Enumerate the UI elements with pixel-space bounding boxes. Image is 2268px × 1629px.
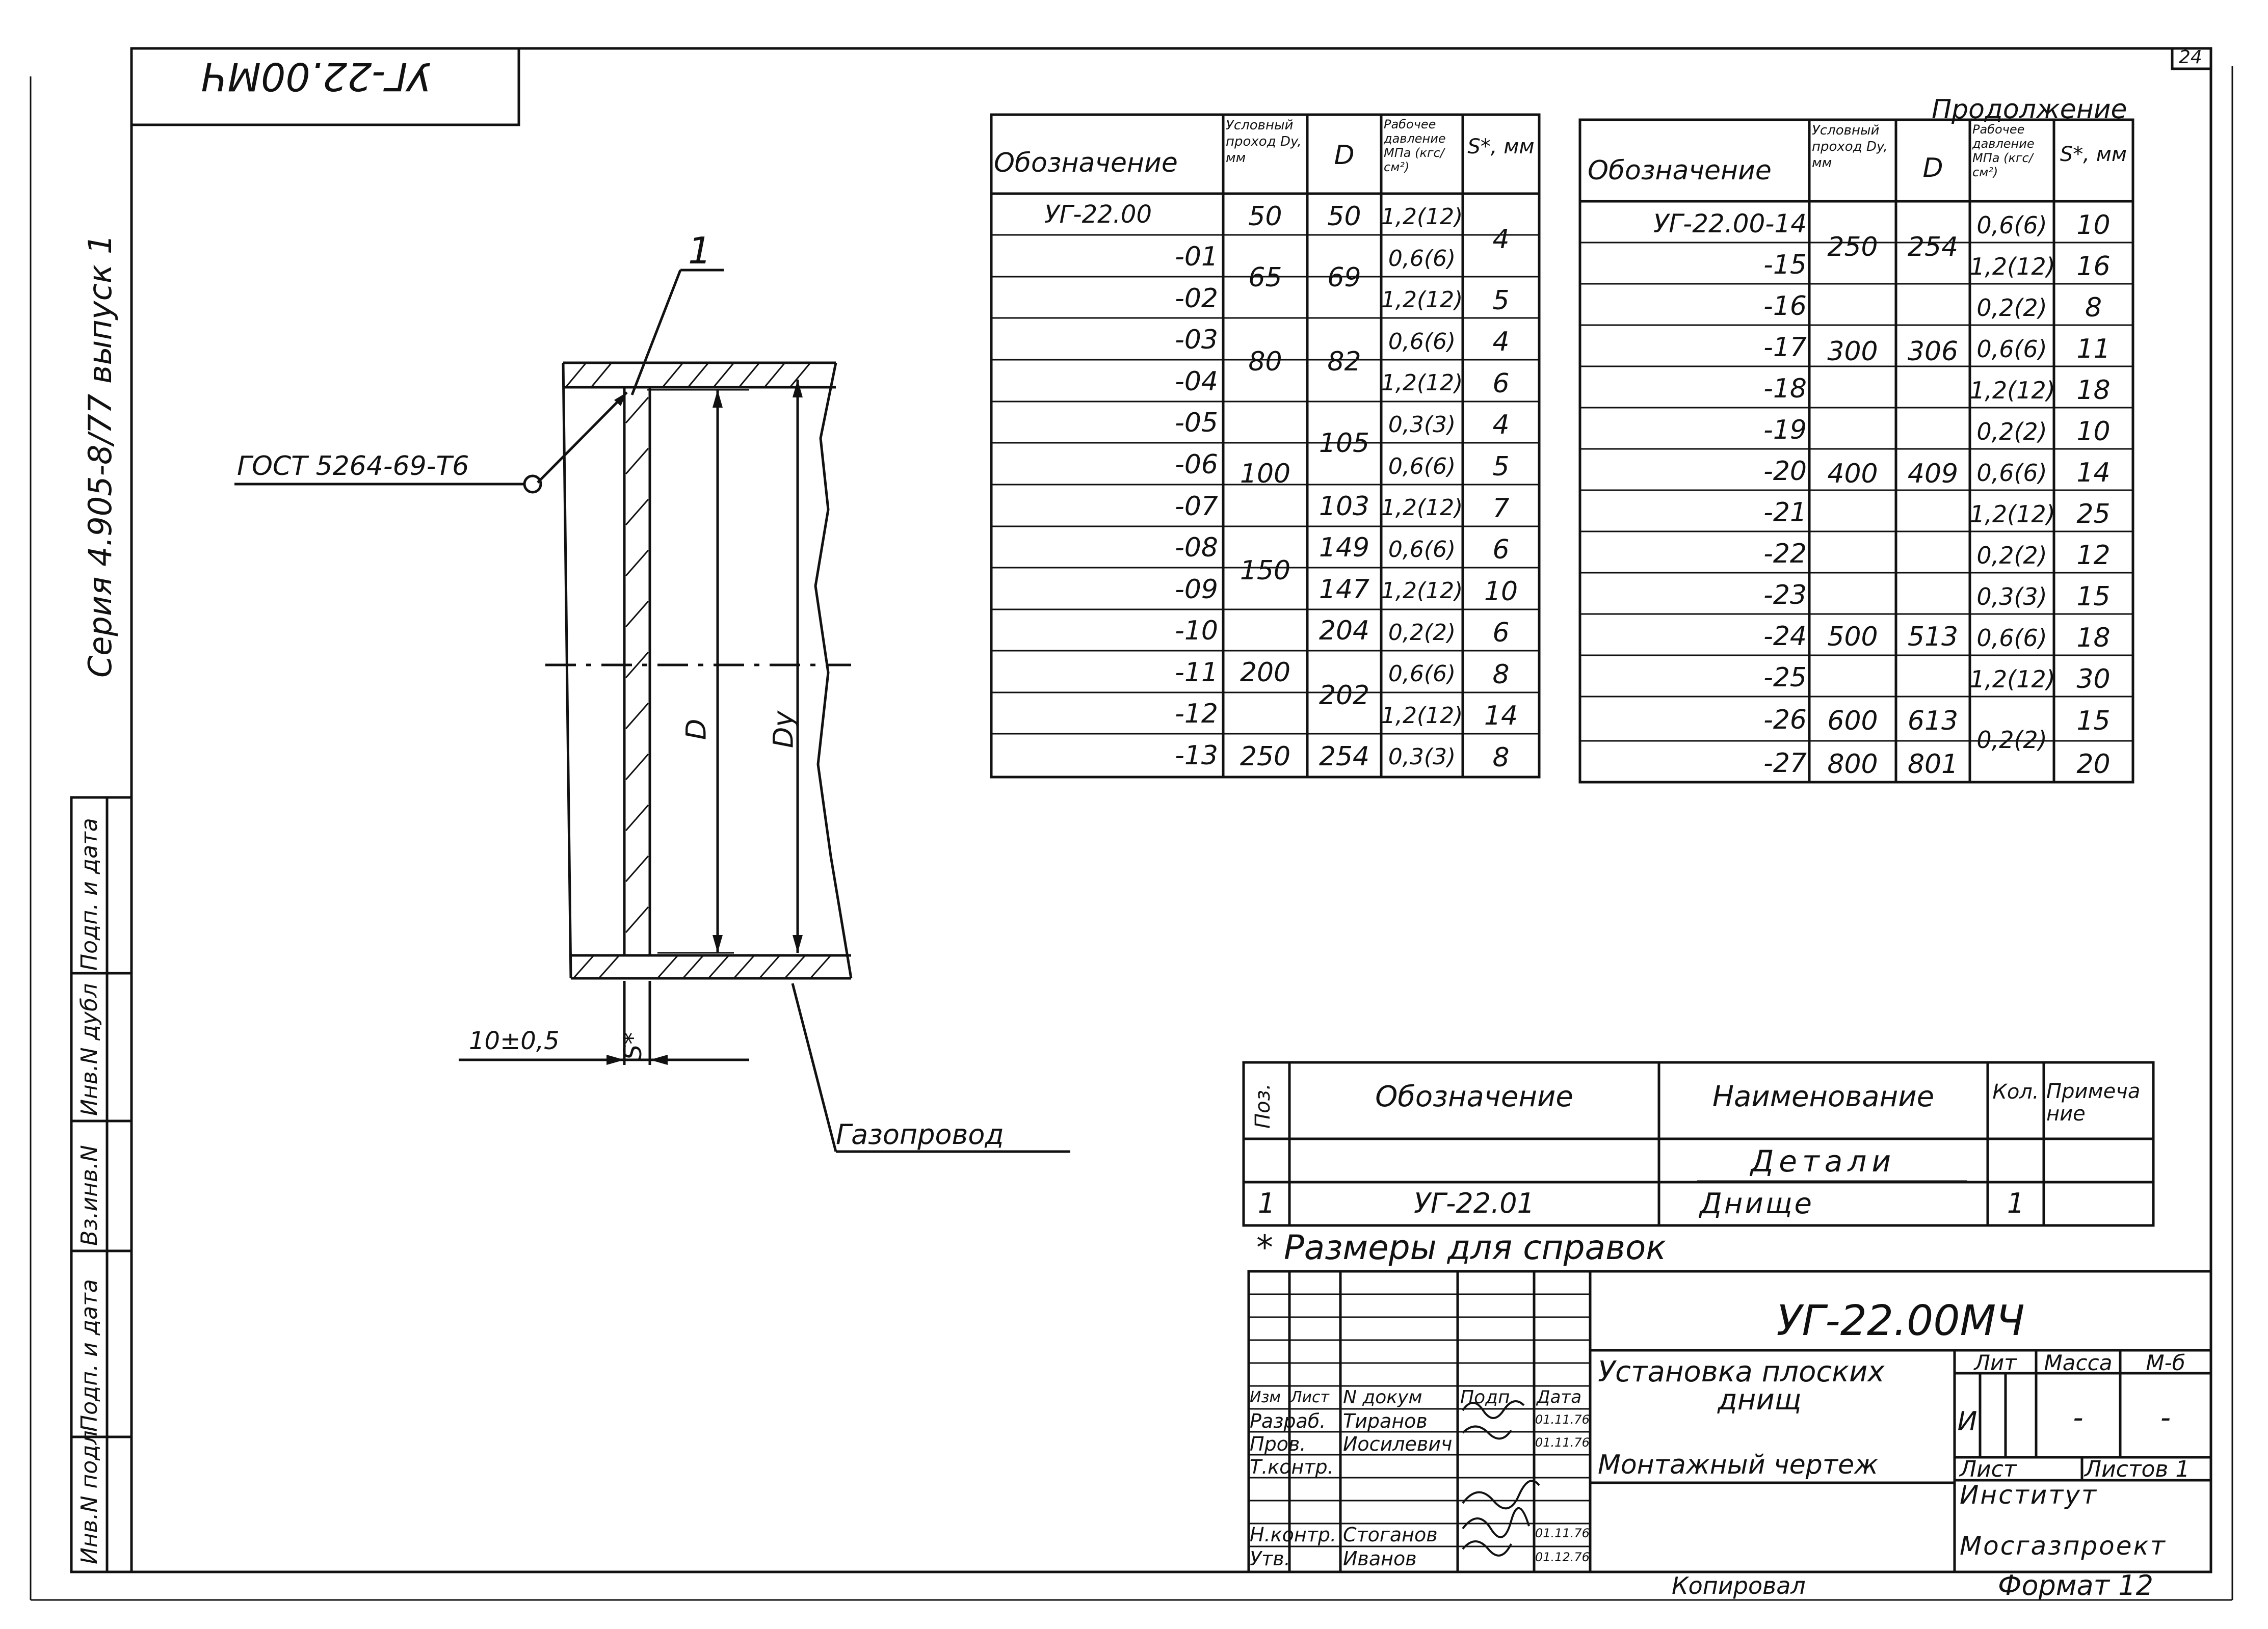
title-block-col-doc: N докум [1343, 1387, 1422, 1408]
table2-cell-pressure: 0,2(2) [1976, 542, 2047, 569]
table1-cell-designation: -05 [1175, 408, 1218, 438]
table1-cell-designation: -12 [1175, 699, 1218, 729]
table1-cell-pressure: 1,2(12) [1381, 370, 1463, 396]
table1-cell-s: 4 [1492, 224, 1510, 255]
table1-cell-designation: -10 [1175, 616, 1218, 646]
table2-cell-s: 16 [2076, 251, 2111, 282]
table1-cell-s: 10 [1484, 576, 1518, 607]
table1-cell-s: 14 [1484, 701, 1518, 731]
table1-cell-dy: 80 [1248, 346, 1282, 377]
table2-cell-designation: -16 [1763, 291, 1807, 322]
table2-cell-dy: 300 [1827, 336, 1878, 367]
table2-cell-pressure: 0,6(6) [1976, 459, 2047, 487]
table1-header-d: D [1334, 140, 1355, 171]
table2-cell-designation: -26 [1763, 705, 1807, 735]
table2-cell-s: 11 [2076, 334, 2111, 364]
table1-cell-d: 50 [1327, 201, 1361, 232]
table2-cell-s: 8 [2085, 292, 2102, 323]
dimension-d-label: D [680, 718, 713, 740]
table1-header-pressure: Рабочее давление МПа (кгс/см²) [1384, 117, 1446, 174]
title-block-person: Иванов [1343, 1547, 1417, 1570]
spec-header-note: Примечание [2046, 1080, 2141, 1126]
table1-cell-pressure: 0,6(6) [1388, 246, 1456, 272]
table1-cell-s: 8 [1492, 659, 1510, 690]
title-block-title-line2: днищ [1718, 1383, 1802, 1417]
title-block-role: Т.контр. [1250, 1456, 1334, 1478]
title-block-col-izm: Изм [1250, 1388, 1281, 1406]
table1-cell-pressure: 0,2(2) [1388, 620, 1456, 646]
table2-cell-pressure: 1,2(12) [1970, 253, 2055, 280]
table2-cell-dy: 250 [1827, 232, 1878, 262]
table2-cell-s: 30 [2076, 664, 2111, 695]
table1-cell-dy: 150 [1240, 555, 1291, 586]
table1-cell-d: 105 [1318, 428, 1370, 459]
title-block-mass-value: - [2073, 1401, 2084, 1434]
table2-cell-designation: УГ-22.00-14 [1653, 209, 1807, 238]
title-block-scale-label: М-б [2146, 1350, 2185, 1375]
table1-cell-designation: -01 [1175, 242, 1218, 272]
title-block-role: Утв. [1250, 1547, 1290, 1570]
table2-continuation-label: Продолжение [1932, 94, 2127, 125]
title-block-org-line2: Мосгазпроект [1960, 1531, 2167, 1561]
spec-header-designation: Обозначение [1375, 1080, 1573, 1113]
table1-cell-pressure: 1,2(12) [1381, 703, 1463, 729]
series-label: Серия 4.905-8/77 выпуск 1 [82, 234, 119, 678]
table1-cell-pressure: 0,6(6) [1388, 661, 1456, 687]
table2-cell-designation: -21 [1763, 497, 1807, 528]
table1-cell-designation: -03 [1175, 325, 1218, 355]
table2-cell-s: 18 [2076, 375, 2111, 406]
table1-cell-dy: 50 [1248, 201, 1282, 232]
table1-cell-s: 7 [1492, 493, 1510, 524]
spec-row-designation: УГ-22.01 [1413, 1187, 1535, 1219]
table1-cell-d: 103 [1318, 491, 1370, 522]
title-block-scale-value: - [2160, 1401, 2171, 1434]
table1-cell-designation: -02 [1175, 283, 1218, 314]
table2-cell-dy: 600 [1827, 706, 1878, 736]
table2-cell-d: 306 [1907, 336, 1959, 367]
title-block-sheet-label: Лист [1960, 1456, 2017, 1482]
reference-dimensions-note: * Размеры для справок [1256, 1228, 1667, 1267]
dimension-s-label: S* [619, 1032, 648, 1060]
table2-cell-pressure: 0,6(6) [1976, 211, 2047, 239]
stamp-label-vz-inv: Вз.инв.N [76, 1145, 102, 1246]
table2-cell-pressure: 0,6(6) [1976, 335, 2047, 363]
table2-cell-pressure: 1,2(12) [1970, 500, 2055, 528]
table2-cell-designation: -25 [1763, 662, 1807, 693]
table2-cell-designation: -23 [1763, 580, 1807, 610]
table1-header-dy: Условный проход Dy, мм [1226, 118, 1302, 166]
rotated-code: УГ-22.00МЧ [201, 54, 431, 99]
title-block-org-line1: Институт [1960, 1480, 2098, 1510]
stamp-label-podp-data-2: Подп. и дата [76, 818, 102, 971]
table2-header-dy: Условный проход Dy, мм [1812, 123, 1888, 171]
table1-cell-s: 4 [1492, 327, 1510, 357]
table2-cell-s: 18 [2076, 623, 2111, 653]
table1-cell-designation: -11 [1175, 657, 1218, 688]
title-block-sheets-label: Листов 1 [2085, 1456, 2190, 1482]
table1-cell-pressure: 0,3(3) [1388, 744, 1456, 770]
table1-cell-designation: -08 [1175, 532, 1218, 563]
table1-cell-designation: -09 [1175, 574, 1218, 605]
table1-cell-d: 82 [1327, 346, 1361, 377]
title-block-role: Пров. [1250, 1433, 1306, 1455]
table2-cell-designation: -15 [1763, 250, 1807, 280]
spec-header-pos: Поз. [1251, 1083, 1275, 1129]
table2-cell-pressure: 0,2(2) [1976, 294, 2047, 322]
title-block-role: Разраб. [1250, 1410, 1326, 1432]
stamp-label-podp-data-1: Подп. и дата [76, 1279, 102, 1432]
table2-cell-pressure: 0,6(6) [1976, 624, 2047, 652]
table1-cell-dy: 200 [1240, 657, 1291, 688]
table1-cell-d: 254 [1318, 741, 1370, 772]
format-label: Формат 12 [1998, 1569, 2153, 1601]
table2-cell-s: 12 [2076, 540, 2111, 571]
dimension-gap-label: 10±0,5 [469, 1027, 560, 1055]
gost-weld-label: ГОСТ 5264-69-Т6 [237, 451, 469, 482]
table1-cell-d: 202 [1318, 680, 1370, 711]
title-block-date: 01.11.76 [1535, 1412, 1590, 1427]
table1-cell-s: 5 [1492, 285, 1510, 316]
table1-cell-d: 204 [1318, 616, 1370, 646]
spec-row-qty: 1 [2007, 1187, 2025, 1219]
table2-cell-pressure: 0,2(2) [1976, 726, 2047, 754]
table1-cell-pressure: 0,6(6) [1388, 537, 1456, 563]
table1-cell-dy: 250 [1240, 741, 1291, 772]
table2-cell-dy: 400 [1827, 459, 1878, 489]
table1-cell-d: 149 [1318, 532, 1370, 563]
table2-header-pressure: Рабочее давление МПа (кгс/см²) [1972, 122, 2035, 179]
table2-cell-pressure: 1,2(12) [1970, 377, 2055, 404]
title-block-role: Н.контр. [1250, 1524, 1337, 1546]
table2-header-designation: Обозначение [1588, 155, 1772, 186]
dimension-dy-label: Dy [767, 710, 800, 749]
table2-cell-designation: -27 [1763, 748, 1807, 779]
table2-cell-d: 513 [1907, 622, 1959, 652]
table2-cell-designation: -22 [1763, 539, 1807, 569]
table1-cell-designation: -07 [1175, 491, 1218, 522]
table1-cell-dy: 100 [1240, 459, 1291, 489]
table2-cell-s: 14 [2076, 458, 2111, 488]
table1-cell-s: 6 [1492, 618, 1510, 648]
stamp-label-inv-dubl: Инв.N дубл [76, 983, 102, 1116]
title-block-date: 01.11.76 [1535, 1435, 1590, 1450]
title-block-date: 01.12.76 [1535, 1550, 1590, 1564]
table1-cell-designation: -04 [1175, 366, 1218, 397]
table2-cell-pressure: 1,2(12) [1970, 665, 2055, 693]
part-callout-number: 1 [688, 229, 711, 272]
table1-cell-s: 6 [1492, 535, 1510, 565]
table2-cell-d: 801 [1907, 749, 1959, 780]
title-block-col-list: Лист [1290, 1388, 1330, 1406]
title-block-code: УГ-22.00МЧ [1776, 1297, 2025, 1345]
spec-header-name: Наименование [1712, 1080, 1935, 1113]
table2-cell-d: 409 [1907, 459, 1959, 489]
table2-header-d: D [1922, 153, 1943, 183]
table1-header-designation: Обозначение [994, 148, 1178, 178]
table2-cell-pressure: 0,3(3) [1976, 583, 2047, 610]
spec-row-pos: 1 [1257, 1187, 1276, 1219]
copied-by-label: Копировал [1672, 1572, 1806, 1599]
table2-cell-d: 254 [1907, 232, 1959, 262]
table2-cell-s: 10 [2076, 416, 2111, 447]
title-block-mass-label: Масса [2044, 1350, 2113, 1375]
spec-row-name: Днище [1700, 1187, 1814, 1220]
table1-cell-designation: УГ-22.00 [1044, 200, 1152, 229]
spec-section-label: Детали [1750, 1144, 1896, 1179]
title-block-title-line1: Установка плоских [1598, 1355, 1885, 1388]
table2-cell-s: 15 [2076, 706, 2111, 736]
table1-cell-d: 147 [1318, 574, 1370, 605]
table2-cell-designation: -18 [1763, 373, 1807, 404]
title-block-col-sign: Подп. [1460, 1387, 1516, 1408]
table2-cell-d: 613 [1907, 706, 1959, 736]
pipeline-label: Газопровод [836, 1118, 1004, 1151]
title-block-lit-value: И [1957, 1406, 1977, 1437]
table1-header-s: S*, мм [1467, 135, 1535, 158]
table1-cell-pressure: 0,3(3) [1388, 412, 1456, 438]
table1-cell-s: 8 [1492, 742, 1510, 773]
table2-cell-s: 20 [2076, 749, 2111, 780]
table1-cell-pressure: 1,2(12) [1381, 204, 1463, 230]
table2-cell-s: 15 [2076, 581, 2111, 612]
table1-cell-designation: -06 [1175, 449, 1218, 480]
table1-cell-designation: -13 [1175, 740, 1218, 771]
table1-cell-pressure: 0,6(6) [1388, 329, 1456, 355]
table1-cell-pressure: 0,6(6) [1388, 453, 1456, 479]
title-block-person: Стоганов [1343, 1524, 1438, 1546]
title-block-person: Тиранов [1343, 1410, 1428, 1432]
page-number: 24 [2179, 47, 2202, 68]
table2-cell-designation: -24 [1763, 621, 1807, 652]
table2-cell-s: 10 [2076, 210, 2111, 241]
table2-cell-designation: -17 [1763, 332, 1807, 363]
title-block-lit-label: Лит [1974, 1350, 2017, 1375]
table2-cell-dy: 800 [1827, 749, 1878, 780]
table1-cell-s: 5 [1492, 451, 1510, 482]
stamp-label-inv-podl: Инв.N подл [76, 1430, 102, 1564]
table2-cell-designation: -20 [1763, 456, 1807, 487]
table1-cell-pressure: 1,2(12) [1381, 287, 1463, 313]
table2-cell-designation: -19 [1763, 415, 1807, 445]
table2-cell-pressure: 0,2(2) [1976, 418, 2047, 445]
table1-cell-pressure: 1,2(12) [1381, 495, 1463, 521]
title-block-col-date: Дата [1537, 1387, 1582, 1407]
title-block-date: 01.11.76 [1535, 1526, 1590, 1540]
table1-cell-s: 6 [1492, 368, 1510, 399]
spec-header-qty: Кол. [1992, 1080, 2039, 1104]
title-block-drawing-type: Монтажный чертеж [1598, 1450, 1878, 1480]
title-block-person: Иосилевич [1343, 1433, 1453, 1455]
table2-header-s: S*, мм [2060, 143, 2127, 166]
table1-cell-d: 69 [1327, 262, 1361, 293]
table2-cell-dy: 500 [1827, 622, 1878, 652]
table1-cell-dy: 65 [1248, 262, 1282, 293]
table1-cell-pressure: 1,2(12) [1381, 578, 1463, 604]
table1-cell-s: 4 [1492, 410, 1510, 440]
table2-cell-s: 25 [2076, 499, 2111, 529]
